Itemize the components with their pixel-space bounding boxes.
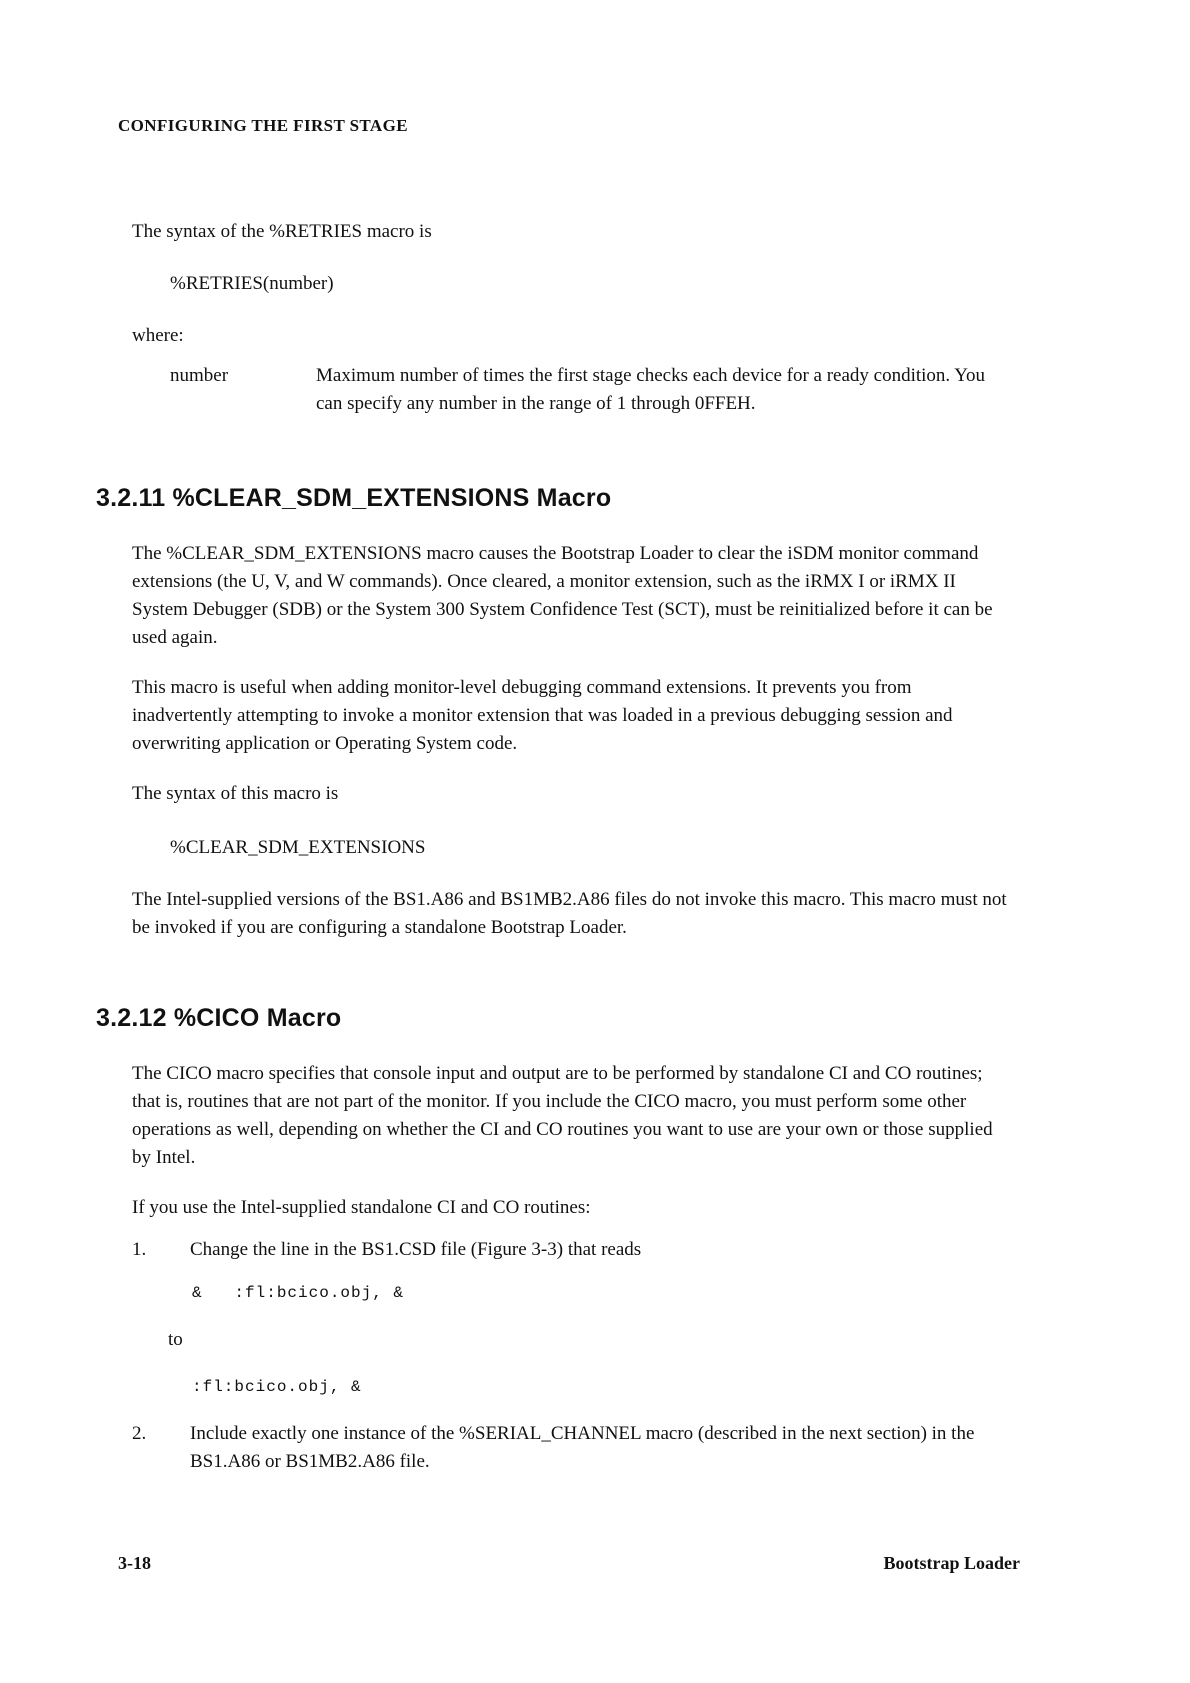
param-name: number <box>170 365 229 386</box>
section-heading-cico: 3.2.12 %CICO Macro <box>96 1004 342 1032</box>
to-label: to <box>168 1329 183 1350</box>
step-2-text: Include exactly one instance of the %SERIAL_CHANNEL macro (described in the next section) in the BS1.A86 or BS1MB2.A86 file. <box>190 1423 975 1472</box>
page-number: 3-18 <box>118 1553 151 1573</box>
chapter-title: Bootstrap Loader <box>883 1553 1020 1573</box>
code-line-replacement: :fl:bcico.obj, & <box>192 1378 362 1396</box>
running-head: CONFIGURING THE FIRST STAGE <box>118 116 408 135</box>
retries-syntax: %RETRIES(number) <box>170 273 334 294</box>
step-2-number: 2. <box>132 1423 147 1444</box>
clear-sdm-para-3: The Intel-supplied versions of the BS1.A86 and BS1MB2.A86 files do not invoke this macro. This macro must not be invoked if you are configuring a standalone Bootstrap Loader. <box>132 889 1007 938</box>
section-heading-clear-sdm: 3.2.11 %CLEAR_SDM_EXTENSIONS Macro <box>96 484 612 512</box>
where-label: where: <box>132 325 184 346</box>
cico-para-1: The CICO macro specifies that console input and output are to be performed by standalone CI and CO routines; that is, routines that are not part of the monitor. If you include the CICO macro, you must perform some other operations as well, depending on whether the CI and CO routines you want to use are your own or those supplied by Intel. <box>132 1063 993 1168</box>
retries-intro: The syntax of the %RETRIES macro is <box>132 221 432 242</box>
clear-sdm-para-1: The %CLEAR_SDM_EXTENSIONS macro causes the Bootstrap Loader to clear the iSDM monitor command extensions (the U, V, and W commands). Once cleared, a monitor extension, such as the iRMX I or iRMX II System Debugger (SDB) or the System 300 System Confidence Test (SCT), must be reinitialized before it can be used again. <box>132 543 993 648</box>
param-description: Maximum number of times the first stage checks each device for a ready condition. You can specify any number in the range of 1 through 0FFEH. <box>316 365 986 414</box>
cico-para-2: If you use the Intel-supplied standalone CI and CO routines: <box>132 1197 591 1218</box>
clear-sdm-syntax: %CLEAR_SDM_EXTENSIONS <box>170 837 426 858</box>
clear-sdm-syntax-intro: The syntax of this macro is <box>132 783 339 804</box>
step-1-text: Change the line in the BS1.CSD file (Figure 3-3) that reads <box>190 1239 642 1260</box>
step-1-number: 1. <box>132 1239 147 1260</box>
clear-sdm-para-2: This macro is useful when adding monitor-level debugging command extensions. It prevents you from inadvertently attempting to invoke a monitor extension that was loaded in a previous debugging session and overwriting application or Operating System code. <box>132 677 953 754</box>
code-line-original: & :fl:bcico.obj, & <box>192 1284 405 1302</box>
